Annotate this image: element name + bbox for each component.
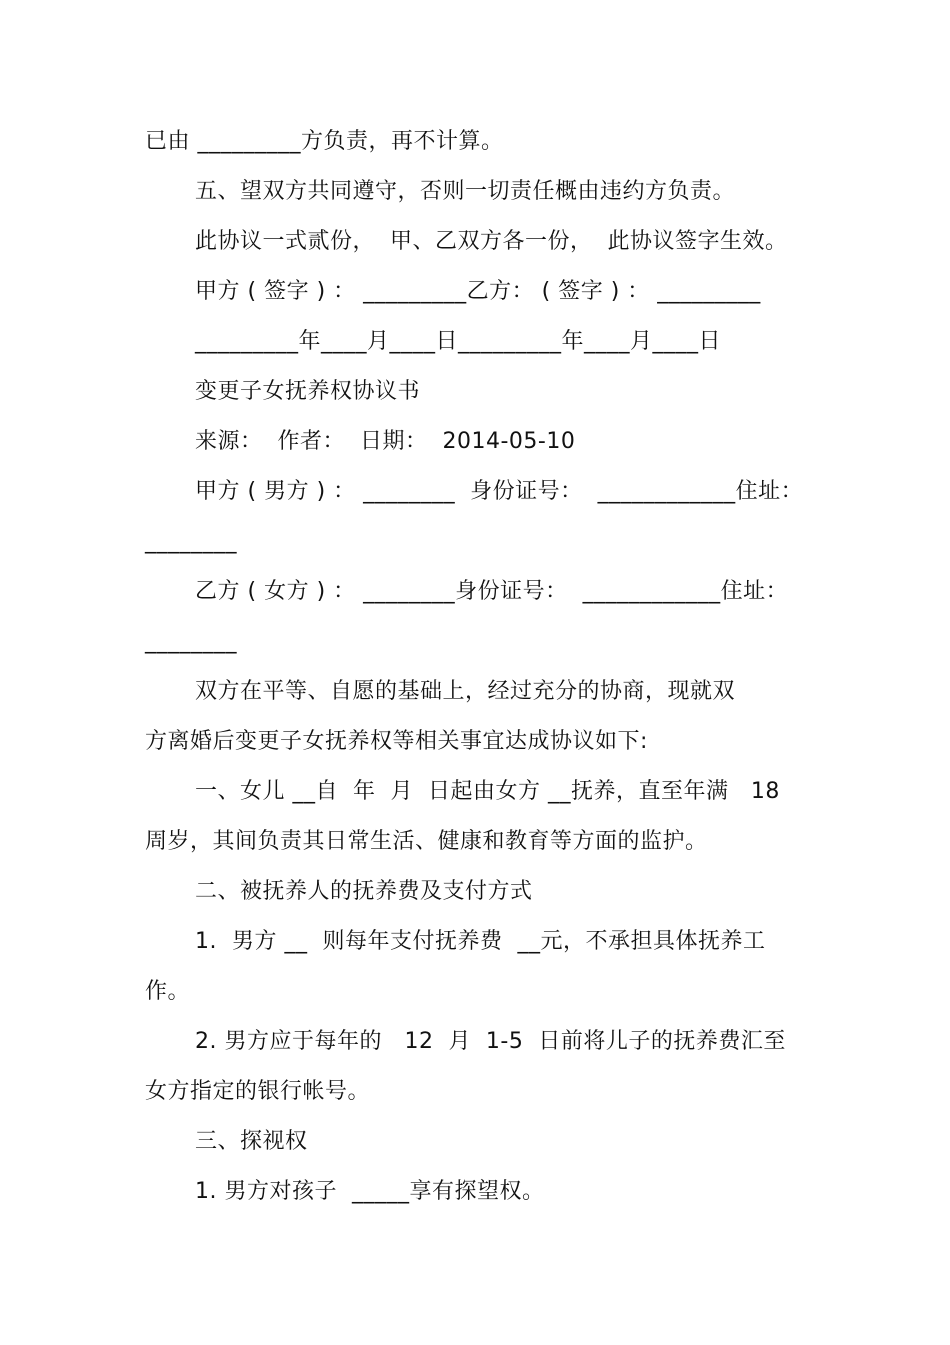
- text-line: 作。: [145, 979, 191, 1004]
- text-line: 周岁，其间负责其日常生活、健康和教育等方面的监护。: [145, 829, 708, 854]
- text-line: 五、望双方共同遵守，否则一切责任概由违约方负责。: [195, 179, 736, 204]
- date-line: _________年____月____日_________年____月____日: [195, 329, 722, 354]
- clause-line: 2. 男方应于每年的 12 月 1-5 日前将儿子的抚养费汇至: [195, 1029, 786, 1054]
- text-line: 已由 _________方负责，再不计算。: [145, 129, 504, 154]
- party-b-line: 乙方 ( 女方 ) ： ________身份证号： ____________住址：: [195, 579, 789, 604]
- party-b-address: ________: [145, 629, 237, 654]
- text-line: 方离婚后变更子女抚养权等相关事宜达成协议如下:: [145, 729, 648, 754]
- signature-line: 甲方 ( 签字 ) ： _________乙方： ( 签字 ) ： _________: [195, 279, 761, 304]
- text-line: 双方在平等、自愿的基础上，经过充分的协商，现就双: [195, 679, 736, 704]
- party-a-address: ________: [145, 529, 237, 554]
- text-line: 女方指定的银行帐号。: [145, 1079, 371, 1104]
- text-line: 此协议一式贰份， 甲、乙双方各一份， 此协议签字生效。: [195, 229, 788, 254]
- clause-line: 一、女儿 __自 年 月 日起由女方 __抚养，直至年满 18: [195, 779, 780, 804]
- clause-line: 1. 男方对孩子 _____享有探望权。: [195, 1179, 545, 1204]
- section-heading: 二、被抚养人的抚养费及支付方式: [195, 879, 533, 904]
- document-title: 变更子女抚养权协议书: [195, 379, 421, 404]
- party-a-line: 甲方 ( 男方 ) ： ________ 身份证号： ____________住址：: [195, 479, 804, 504]
- clause-line: 1. 男方 __ 则每年支付抚养费 __元，不承担具体抚养工: [195, 929, 766, 954]
- meta-line: 来源： 作者： 日期： 2014-05-10: [195, 429, 576, 454]
- section-heading: 三、探视权: [195, 1129, 308, 1154]
